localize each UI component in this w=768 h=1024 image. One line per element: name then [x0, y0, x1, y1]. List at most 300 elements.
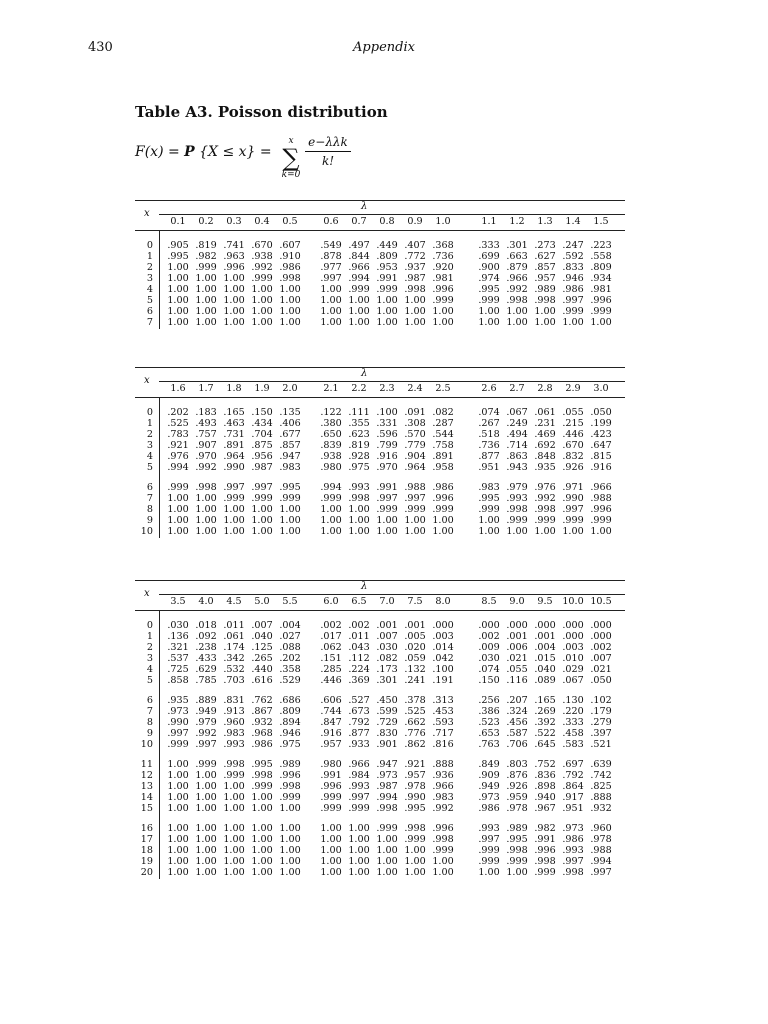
probability-cell: .864: [562, 781, 584, 792]
lambda-value-header: 0.2: [198, 216, 214, 227]
probability-cell: 1.00: [167, 262, 189, 273]
probability-cell: 1.00: [223, 823, 245, 834]
probability-cell: 1.00: [223, 845, 245, 856]
probability-cell: .714: [506, 440, 528, 451]
table-row: [135, 664, 625, 675]
probability-cell: .493: [195, 418, 217, 429]
probability-cell: 1.00: [167, 306, 189, 317]
table-row: [135, 642, 625, 653]
probability-cell: .082: [432, 407, 454, 418]
probability-cell: .549: [320, 240, 342, 251]
probability-cell: 1.00: [279, 284, 301, 295]
probability-cell: .926: [562, 462, 584, 473]
probability-cell: .779: [404, 440, 426, 451]
probability-cell: .000: [432, 620, 454, 631]
probability-cell: 1.00: [404, 317, 426, 328]
probability-cell: 1.00: [251, 823, 273, 834]
table-row: [135, 620, 625, 631]
probability-cell: .007: [376, 631, 398, 642]
probability-cell: .000: [562, 620, 584, 631]
probability-cell: 1.00: [251, 306, 273, 317]
probability-cell: .703: [223, 675, 245, 686]
probability-cell: .997: [376, 493, 398, 504]
x-value: 2: [146, 642, 153, 653]
probability-cell: .450: [376, 695, 398, 706]
probability-cell: .857: [279, 440, 301, 451]
probability-cell: .000: [506, 620, 528, 631]
probability-cell: 1.00: [167, 792, 189, 803]
table-row: [135, 631, 625, 642]
probability-cell: .990: [223, 462, 245, 473]
x-value: 17: [140, 834, 153, 845]
probability-cell: .355: [348, 418, 370, 429]
probability-cell: .997: [320, 273, 342, 284]
probability-cell: .983: [478, 482, 500, 493]
x-value: 3: [146, 440, 153, 451]
probability-cell: .369: [348, 675, 370, 686]
probability-cell: .986: [432, 482, 454, 493]
probability-cell: .030: [167, 620, 189, 631]
probability-cell: .877: [348, 728, 370, 739]
probability-cell: .900: [478, 262, 500, 273]
probability-cell: .458: [562, 728, 584, 739]
probability-cell: .607: [279, 240, 301, 251]
probability-cell: 1.00: [348, 823, 370, 834]
probability-cell: 1.00: [348, 856, 370, 867]
probability-cell: 1.00: [279, 856, 301, 867]
probability-cell: .000: [590, 631, 612, 642]
x-column-divider: [159, 398, 160, 538]
probability-cell: .583: [562, 739, 584, 750]
header-rule: [135, 230, 625, 231]
x-value: 4: [146, 664, 153, 675]
probability-cell: .992: [432, 803, 454, 814]
probability-cell: .996: [279, 770, 301, 781]
probability-cell: 1.00: [404, 306, 426, 317]
probability-cell: .815: [590, 451, 612, 462]
probability-cell: 1.00: [348, 867, 370, 878]
probability-cell: .999: [223, 493, 245, 504]
probability-cell: .964: [223, 451, 245, 462]
probability-cell: .792: [562, 770, 584, 781]
probability-cell: 1.00: [167, 515, 189, 526]
probability-cell: 1.00: [195, 823, 217, 834]
probability-cell: .606: [320, 695, 342, 706]
probability-cell: 1.00: [376, 856, 398, 867]
probability-cell: .995: [506, 834, 528, 845]
probability-cell: .091: [404, 407, 426, 418]
probability-cell: .997: [195, 739, 217, 750]
probability-cell: .423: [590, 429, 612, 440]
probability-cell: .202: [279, 653, 301, 664]
x-value: 5: [146, 675, 153, 686]
probability-cell: .256: [478, 695, 500, 706]
probability-cell: 1.00: [478, 515, 500, 526]
probability-cell: 1.00: [167, 867, 189, 878]
probability-cell: .999: [404, 504, 426, 515]
probability-cell: .898: [534, 781, 556, 792]
table-row: [135, 717, 625, 728]
sum-lower-limit: k=0: [281, 170, 301, 180]
x-value: 11: [140, 759, 153, 770]
probability-cell: .996: [432, 284, 454, 295]
probability-cell: 1.00: [279, 515, 301, 526]
probability-cell: .913: [223, 706, 245, 717]
probability-cell: .525: [167, 418, 189, 429]
probability-cell: .570: [404, 429, 426, 440]
probability-cell: .992: [251, 262, 273, 273]
probability-cell: .653: [478, 728, 500, 739]
probability-cell: .686: [279, 695, 301, 706]
probability-cell: 1.00: [279, 317, 301, 328]
probability-cell: 1.00: [478, 306, 500, 317]
probability-cell: 1.00: [167, 526, 189, 537]
probability-cell: .001: [376, 620, 398, 631]
probability-cell: .992: [195, 462, 217, 473]
probability-cell: .986: [478, 803, 500, 814]
probability-cell: 1.00: [223, 317, 245, 328]
probability-cell: .130: [562, 695, 584, 706]
probability-cell: .523: [478, 717, 500, 728]
probability-cell: .067: [562, 675, 584, 686]
table-row: [135, 695, 625, 706]
probability-cell: .469: [534, 429, 556, 440]
probability-cell: .809: [376, 251, 398, 262]
probability-cell: .009: [478, 642, 500, 653]
probability-cell: .964: [404, 462, 426, 473]
probability-cell: .976: [167, 451, 189, 462]
probability-cell: .937: [404, 262, 426, 273]
probability-cell: .279: [590, 717, 612, 728]
probability-cell: .998: [279, 273, 301, 284]
probability-cell: .116: [506, 675, 528, 686]
probability-cell: .223: [590, 240, 612, 251]
probability-cell: .241: [404, 675, 426, 686]
probability-cell: .974: [478, 273, 500, 284]
probability-cell: .935: [167, 695, 189, 706]
table-row: [135, 273, 625, 284]
table-row: [135, 706, 625, 717]
probability-cell: 1.00: [590, 526, 612, 537]
probability-cell: .986: [562, 834, 584, 845]
probability-cell: .996: [223, 262, 245, 273]
probability-cell: 1.00: [251, 834, 273, 845]
probability-cell: .132: [404, 664, 426, 675]
probability-cell: 1.00: [506, 526, 528, 537]
probability-cell: .983: [279, 462, 301, 473]
probability-cell: .999: [251, 781, 273, 792]
probability-cell: .002: [590, 642, 612, 653]
probability-cell: .998: [404, 823, 426, 834]
probability-cell: 1.00: [251, 317, 273, 328]
probability-cell: 1.00: [348, 295, 370, 306]
table-row: [135, 856, 625, 867]
x-value: 4: [146, 451, 153, 462]
probability-cell: .998: [251, 770, 273, 781]
probability-cell: .998: [376, 803, 398, 814]
probability-cell: .518: [478, 429, 500, 440]
lambda-value-header: 3.0: [593, 383, 609, 394]
probability-cell: .999: [590, 306, 612, 317]
probability-cell: .995: [478, 493, 500, 504]
probability-cell: 1.00: [279, 845, 301, 856]
probability-cell: .997: [478, 834, 500, 845]
probability-cell: .999: [167, 739, 189, 750]
probability-cell: .999: [376, 823, 398, 834]
probability-cell: .368: [432, 240, 454, 251]
probability-cell: .074: [478, 664, 500, 675]
lambda-value-header: 1.0: [435, 216, 451, 227]
probability-cell: .532: [223, 664, 245, 675]
x-value: 18: [140, 845, 153, 856]
table-title: Table A3. Poisson distribution: [135, 103, 388, 121]
probability-cell: .074: [478, 407, 500, 418]
probability-cell: 1.00: [404, 526, 426, 537]
probability-cell: .238: [195, 642, 217, 653]
running-head: Appendix: [353, 40, 415, 55]
probability-cell: .055: [506, 664, 528, 675]
probability-cell: .831: [223, 695, 245, 706]
lambda-value-header: 5.5: [282, 596, 298, 607]
fraction-denominator: k!: [321, 154, 335, 168]
probability-cell: .000: [590, 620, 612, 631]
probability-cell: .921: [404, 759, 426, 770]
table-row: [135, 526, 625, 537]
probability-cell: .993: [478, 823, 500, 834]
table-row: [135, 482, 625, 493]
probability-cell: .999: [348, 803, 370, 814]
probability-cell: .004: [279, 620, 301, 631]
probability-cell: 1.00: [404, 295, 426, 306]
probability-cell: .763: [478, 739, 500, 750]
probability-cell: .001: [534, 631, 556, 642]
probability-cell: .981: [432, 273, 454, 284]
probability-cell: .894: [279, 717, 301, 728]
probability-cell: .999: [590, 515, 612, 526]
probability-cell: .966: [506, 273, 528, 284]
probability-cell: .986: [562, 284, 584, 295]
probability-cell: .179: [590, 706, 612, 717]
probability-cell: 1.00: [320, 284, 342, 295]
probability-cell: 1.00: [223, 781, 245, 792]
probability-cell: .015: [534, 653, 556, 664]
x-value: 19: [140, 856, 153, 867]
x-value: 1: [146, 418, 153, 429]
probability-cell: .979: [506, 482, 528, 493]
lambda-value-header: 6.5: [351, 596, 367, 607]
probability-cell: 1.00: [223, 295, 245, 306]
x-value: 12: [140, 770, 153, 781]
probability-cell: .029: [562, 664, 584, 675]
probability-cell: .645: [534, 739, 556, 750]
probability-cell: .215: [562, 418, 584, 429]
probability-cell: .331: [376, 418, 398, 429]
probability-cell: .936: [432, 770, 454, 781]
probability-cell: .904: [404, 451, 426, 462]
probability-cell: 1.00: [376, 845, 398, 856]
probability-cell: .977: [320, 262, 342, 273]
probability-cell: .111: [348, 407, 370, 418]
probability-cell: .100: [376, 407, 398, 418]
lambda-value-header: 1.9: [254, 383, 270, 394]
x-value: 7: [146, 493, 153, 504]
probability-cell: .951: [478, 462, 500, 473]
probability-cell: .406: [279, 418, 301, 429]
probability-cell: .020: [404, 642, 426, 653]
probability-cell: .333: [478, 240, 500, 251]
probability-cell: .997: [167, 728, 189, 739]
table-row: [135, 867, 625, 878]
probability-cell: .998: [432, 834, 454, 845]
probability-cell: .995: [167, 251, 189, 262]
probability-cell: .858: [167, 675, 189, 686]
probability-cell: .706: [506, 739, 528, 750]
probability-cell: 1.00: [279, 803, 301, 814]
probability-cell: 1.00: [478, 317, 500, 328]
probability-cell: .997: [223, 482, 245, 493]
probability-cell: .741: [223, 240, 245, 251]
table-row: [135, 781, 625, 792]
probability-cell: .995: [251, 759, 273, 770]
x-value: 1: [146, 251, 153, 262]
probability-cell: .267: [478, 418, 500, 429]
probability-cell: .997: [590, 867, 612, 878]
probability-cell: .998: [534, 295, 556, 306]
probability-cell: .999: [562, 306, 584, 317]
table-row: [135, 504, 625, 515]
probability-cell: 1.00: [590, 317, 612, 328]
page-header: [88, 40, 680, 58]
probability-cell: .876: [506, 770, 528, 781]
probability-cell: 1.00: [167, 759, 189, 770]
probability-cell: .830: [376, 728, 398, 739]
probability-cell: .980: [320, 462, 342, 473]
probability-cell: .839: [320, 440, 342, 451]
probability-cell: .833: [562, 262, 584, 273]
probability-cell: 1.00: [195, 803, 217, 814]
probability-cell: .982: [195, 251, 217, 262]
probability-cell: 1.00: [279, 834, 301, 845]
probability-cell: .953: [376, 262, 398, 273]
table-row: [135, 739, 625, 750]
probability-cell: .932: [590, 803, 612, 814]
x-value: 0: [146, 407, 153, 418]
probability-cell: .082: [376, 653, 398, 664]
probability-cell: .999: [223, 770, 245, 781]
table-row: [135, 418, 625, 429]
probability-cell: 1.00: [506, 867, 528, 878]
x-value: 16: [140, 823, 153, 834]
table-row: [135, 451, 625, 462]
probability-cell: 1.00: [223, 867, 245, 878]
x-value: 9: [146, 728, 153, 739]
probability-cell: .816: [432, 739, 454, 750]
probability-cell: .150: [478, 675, 500, 686]
probability-cell: .433: [195, 653, 217, 664]
probability-cell: .986: [251, 739, 273, 750]
probability-cell: 1.00: [167, 295, 189, 306]
probability-cell: 1.00: [223, 526, 245, 537]
lambda-value-header: 0.3: [226, 216, 242, 227]
probability-cell: .991: [534, 834, 556, 845]
probability-cell: 1.00: [348, 834, 370, 845]
lambda-label: λ: [361, 201, 368, 212]
table-row: [135, 845, 625, 856]
probability-cell: .997: [562, 295, 584, 306]
probability-cell: 1.00: [195, 834, 217, 845]
probability-cell: 1.00: [432, 306, 454, 317]
probability-cell: .011: [223, 620, 245, 631]
probability-cell: .308: [404, 418, 426, 429]
probability-cell: .999: [195, 262, 217, 273]
probability-cell: .999: [478, 856, 500, 867]
lambda-value-header: 1.2: [509, 216, 525, 227]
probability-cell: .273: [534, 240, 556, 251]
probability-cell: .247: [562, 240, 584, 251]
probability-cell: .879: [506, 262, 528, 273]
probability-cell: 1.00: [320, 306, 342, 317]
probability-cell: .978: [590, 834, 612, 845]
probability-cell: .993: [348, 781, 370, 792]
probability-cell: .301: [376, 675, 398, 686]
probability-cell: .199: [590, 418, 612, 429]
probability-cell: .522: [534, 728, 556, 739]
probability-cell: .007: [590, 653, 612, 664]
probability-cell: .440: [251, 664, 273, 675]
probability-cell: .333: [562, 717, 584, 728]
probability-cell: 1.00: [167, 317, 189, 328]
probability-cell: .999: [432, 504, 454, 515]
lambda-value-header: 2.5: [435, 383, 451, 394]
lambda-value-header: 7.0: [379, 596, 395, 607]
probability-cell: 1.00: [195, 526, 217, 537]
probability-cell: .973: [376, 770, 398, 781]
probability-cell: .901: [376, 739, 398, 750]
probability-cell: .321: [167, 642, 189, 653]
table-row: [135, 728, 625, 739]
probability-cell: 1.00: [320, 834, 342, 845]
probability-cell: 1.00: [251, 504, 273, 515]
probability-cell: .993: [506, 493, 528, 504]
probability-cell: .358: [279, 664, 301, 675]
probability-cell: .992: [534, 493, 556, 504]
probability-cell: .599: [376, 706, 398, 717]
table-row: [135, 653, 625, 664]
probability-cell: 1.00: [320, 515, 342, 526]
probability-cell: .984: [348, 770, 370, 781]
probability-cell: .994: [590, 856, 612, 867]
probability-cell: .999: [534, 867, 556, 878]
probability-cell: 1.00: [167, 504, 189, 515]
probability-cell: .623: [348, 429, 370, 440]
probability-cell: .946: [562, 273, 584, 284]
probability-cell: .629: [195, 664, 217, 675]
probability-cell: .951: [562, 803, 584, 814]
probability-cell: .999: [279, 493, 301, 504]
probability-cell: .006: [506, 642, 528, 653]
probability-cell: 1.00: [404, 856, 426, 867]
probability-cell: .670: [562, 440, 584, 451]
lambda-value-header: 1.4: [565, 216, 581, 227]
probability-cell: .165: [223, 407, 245, 418]
lambda-value-header: 7.5: [407, 596, 423, 607]
probability-cell: .970: [195, 451, 217, 462]
formula-lhs-p: P: [184, 144, 195, 160]
lambda-value-header: 0.5: [282, 216, 298, 227]
table-top-rule: [135, 200, 625, 201]
probability-cell: .112: [348, 653, 370, 664]
probability-cell: .736: [432, 251, 454, 262]
